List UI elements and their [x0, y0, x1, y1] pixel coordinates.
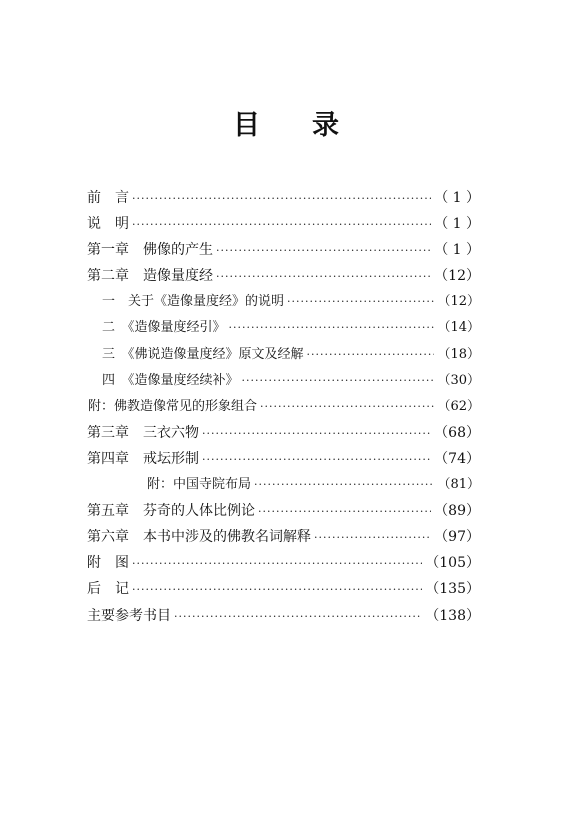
toc-entry-label: 第二章 造像量度经: [87, 268, 213, 285]
toc-entry-page: （97）: [434, 529, 480, 546]
toc-entry-page: （12）: [434, 268, 480, 285]
dot-leader: [132, 551, 422, 577]
toc-subentry: [87, 315, 480, 341]
toc-entry-label: 第四章 戒坛形制: [87, 450, 199, 467]
dot-leader: [174, 604, 422, 630]
toc-entry-label: 附：佛教造像常见的形象组合: [88, 398, 258, 414]
toc-entry: [87, 576, 480, 602]
dot-leader: [254, 472, 434, 498]
toc-entry-page: （14）: [437, 320, 480, 336]
table-of-contents: [87, 185, 480, 629]
toc-entry-page: （62）: [437, 398, 480, 414]
dot-leader: [216, 264, 431, 290]
toc-entry-page: （74）: [434, 450, 480, 467]
toc-entry-label: 第一章 佛像的产生: [87, 242, 213, 259]
dot-leader: [216, 238, 431, 264]
toc-entry: [87, 211, 480, 237]
title-char-1: 目: [233, 110, 260, 141]
toc-entry-page: （138）: [425, 607, 480, 624]
toc-entry: [87, 237, 480, 263]
toc-entry-page: （12）: [437, 294, 480, 310]
toc-subentry: [87, 289, 480, 315]
toc-entry-label: 第三章 三衣六物: [87, 424, 199, 441]
toc-entry-label: 附：中国寺院布局: [147, 477, 252, 493]
toc-entry-page: （ 1 ）: [434, 242, 480, 259]
dot-leader: [287, 289, 434, 315]
dot-leader: [260, 394, 434, 420]
toc-entry-label: 一 关于《造像量度经》的说明: [102, 294, 285, 310]
dot-leader: [314, 525, 431, 551]
dot-leader: [242, 368, 435, 394]
toc-entry-page: （81）: [437, 477, 480, 493]
toc-entry-label: 说 明: [87, 216, 129, 233]
dot-leader: [307, 342, 435, 368]
toc-subentry: [87, 394, 480, 420]
toc-subentry: [87, 342, 480, 368]
dot-leader: [258, 499, 431, 525]
dot-leader: [132, 212, 431, 238]
toc-entry-label: 后 记: [87, 581, 129, 598]
toc-entry: [87, 185, 480, 211]
dot-leader: [202, 421, 431, 447]
toc-entry: [87, 524, 480, 550]
dot-leader: [132, 186, 431, 212]
toc-entry-page: （68）: [434, 424, 480, 441]
toc-entry: [87, 263, 480, 289]
toc-subentry: [87, 472, 480, 498]
toc-entry-label: 第六章 本书中涉及的佛教名词解释: [87, 529, 311, 546]
toc-entry: [87, 550, 480, 576]
toc-entry-page: （30）: [437, 372, 480, 388]
toc-entry-page: （105）: [425, 555, 480, 572]
toc-entry-label: 前 言: [87, 190, 129, 206]
toc-subentry: [87, 368, 480, 394]
dot-leader: [132, 577, 422, 603]
toc-entry-page: （89）: [434, 503, 480, 520]
toc-entry-page: （ 1 ）: [434, 190, 480, 206]
toc-entry-label: 二 《造像量度经引》: [102, 320, 226, 336]
toc-entry-label: 主要参考书目: [87, 607, 171, 624]
toc-entry-page: （135）: [425, 581, 480, 598]
dot-leader: [229, 315, 435, 341]
toc-entry-page: （18）: [437, 346, 480, 362]
title-char-2: 录: [312, 110, 339, 141]
toc-entry-label: 附 图: [87, 555, 129, 572]
toc-entry-label: 三 《佛说造像量度经》原文及经解: [102, 346, 304, 362]
toc-entry: [87, 603, 480, 629]
toc-entry-label: 四 《造像量度经续补》: [102, 372, 239, 388]
dot-leader: [202, 447, 431, 473]
page-title: [0, 110, 577, 150]
toc-entry-page: （ 1 ）: [434, 216, 480, 233]
toc-entry: [87, 446, 480, 472]
toc-entry: [87, 420, 480, 446]
toc-entry: [87, 498, 480, 524]
toc-entry-label: 第五章 芬奇的人体比例论: [87, 503, 255, 520]
